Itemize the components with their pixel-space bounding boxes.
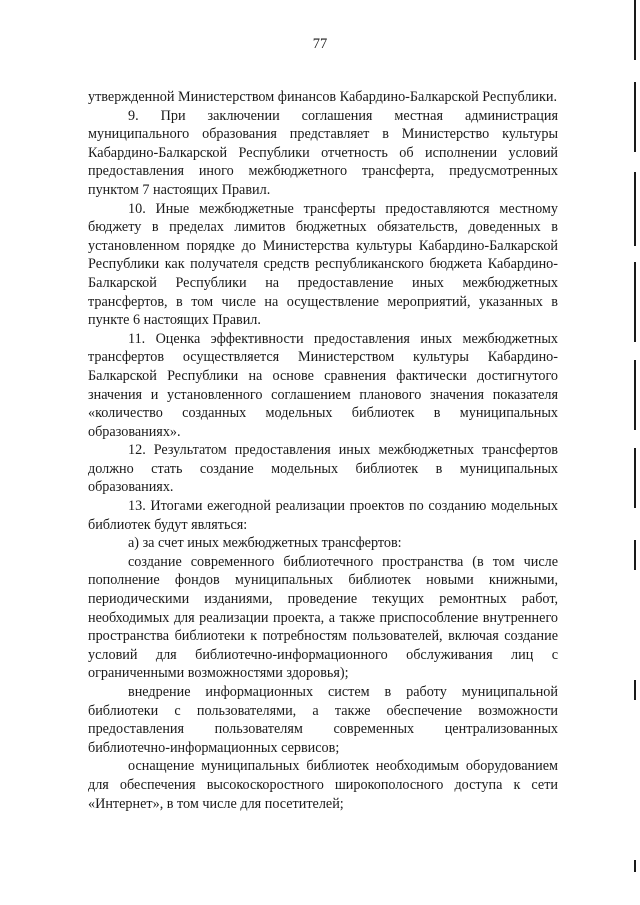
- scan-mark: [634, 82, 636, 152]
- paragraph-10: 10. Иные межбюджетные трансферты предоставляются местному бюджету в пределах лимитов бюджетных обязательств, доведенных в установленном порядке до Министерства культуры Кабардино-Балкарской Республики как получателя средств республиканского бюджета Кабардино-Балкарской Республики на предоставление иных межбюджетных трансфертов, в том числе на осуществление мероприятий, указанных в пункте 6 настоящих Правил.: [88, 200, 558, 329]
- list-item-internet-equipment: оснащение муниципальных библиотек необходимым оборудованием для обеспечения высокоскоростного широкополосного доступа к сети «Интернет», в том числе для посетителей;: [88, 758, 558, 812]
- paragraph-12: 12. Результатом предоставления иных межбюджетных трансфертов должно стать создание модельных библиотек в муниципальных образованиях.: [88, 442, 558, 496]
- scan-mark: [634, 680, 636, 700]
- scan-mark: [634, 360, 636, 430]
- subparagraph-a: а) за счет иных межбюджетных трансфертов:: [128, 535, 402, 552]
- paragraph-11: 11. Оценка эффективности предоставления иных межбюджетных трансфертов осуществляется Министерством культуры Кабардино-Балкарской Республики на основе сравнения фактически достигнутого значения и установленного соглашением планового значения показателя «количество созданных модельных библиотек в муниципальных образованиях».: [88, 330, 558, 440]
- document-body: [88, 88, 558, 813]
- page-number: 77: [312, 36, 328, 52]
- scan-mark: [634, 860, 636, 872]
- paragraph-13: 13. Итогами ежегодной реализации проектов по созданию модельных библиотек будут являться:: [88, 498, 558, 533]
- paragraph-9: 9. При заключении соглашения местная администрация муниципального образования представляет в Министерство культуры Кабардино-Балкарской Республики отчетность об исполнении условий предоставления иного межбюджетного трансферта, предусмотренных пунктом 7 настоящих Правил.: [88, 107, 558, 198]
- list-item-information-systems: внедрение информационных систем в работу муниципальной библиотеки с пользователями, а также обеспечение возможности предоставления пользователям современных централизованных библиотечно-информационных сервисов;: [88, 684, 558, 756]
- scan-mark: [634, 448, 636, 508]
- list-item-library-space: создание современного библиотечного пространства (в том числе пополнение фондов муниципальных библиотек новыми книжными, периодическими изданиями, проведение текущих ремонтных работ, необходимых для реализации проекта, а также приспособление внутреннего пространства библиотеки к потребностям пользователей, включая создание условий для библиотечно-информационного обслуживания лиц с ограниченными возможностями здоровья);: [88, 553, 558, 682]
- scan-mark: [634, 540, 636, 570]
- scan-mark: [634, 172, 636, 246]
- paragraph-continuation: утвержденной Министерством финансов Кабардино-Балкарской Республики.: [88, 89, 558, 105]
- scan-mark: [634, 262, 636, 342]
- scan-mark: [634, 0, 636, 60]
- scan-margin-marks: [630, 0, 640, 905]
